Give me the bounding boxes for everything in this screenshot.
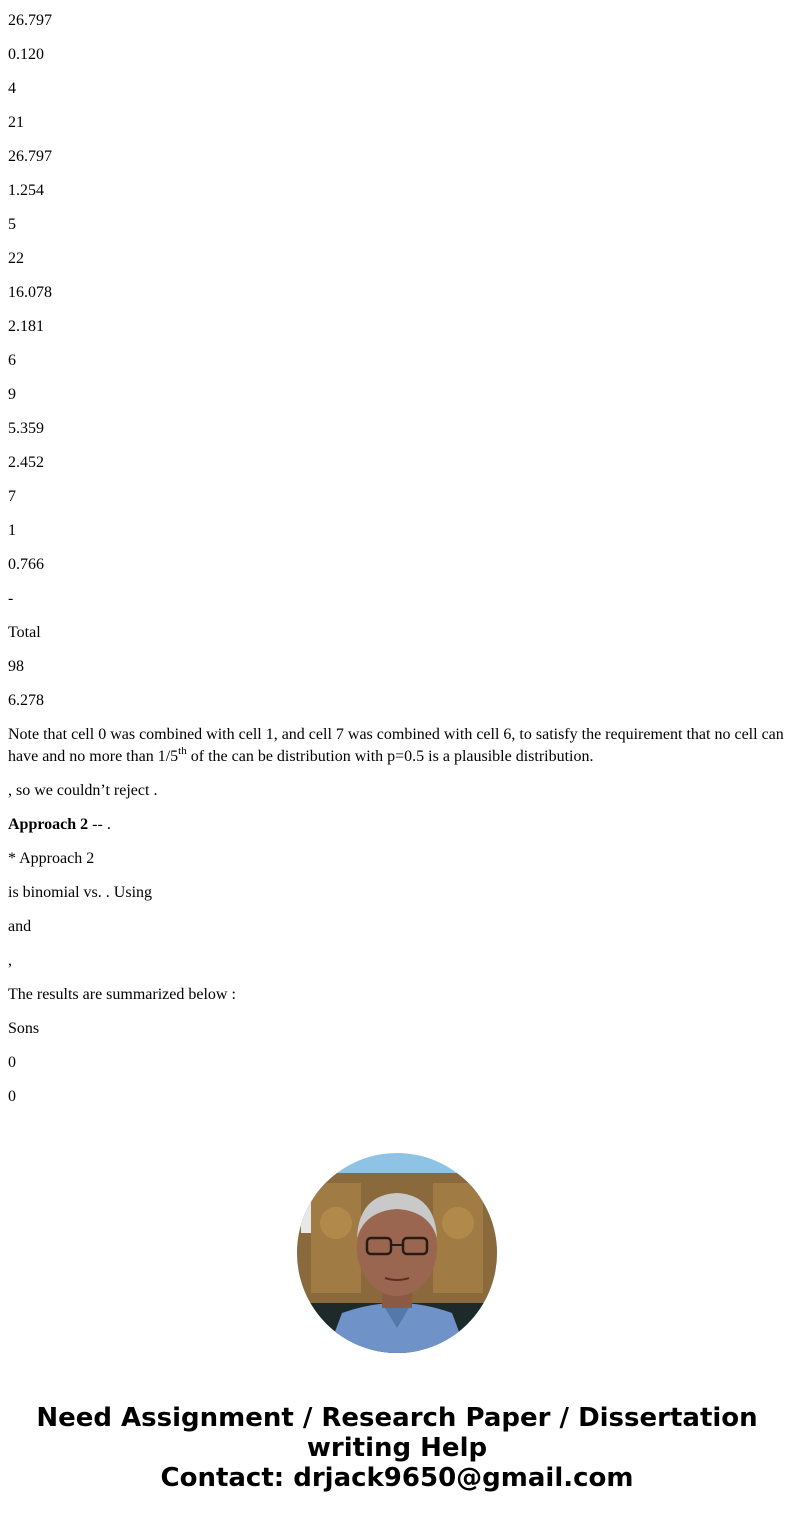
note-text: Note that cell 0 was combined with cell 1, and cell 7 was combined with cell 6, to satisfy the requirement that no cell can have and no more than 1/5 — [8, 726, 784, 765]
value-line: 6 — [8, 352, 16, 369]
banner-line-1: Need Assignment / Research Paper / Dissertation — [36, 1403, 758, 1433]
value-line: 26.797 — [8, 12, 52, 29]
avatar-portrait-image — [297, 1153, 497, 1353]
value-line: 0.766 — [8, 556, 44, 573]
and-line: and — [8, 918, 32, 935]
banner-line-2: writing Help — [306, 1433, 488, 1463]
table-cell: Sons — [8, 1020, 40, 1037]
table-cell: 0 — [8, 1054, 16, 1071]
value-line: - — [8, 590, 14, 607]
approach-heading-bold: Approach 2 — [8, 816, 89, 833]
value-line: 22 — [8, 250, 24, 267]
value-line: Total — [8, 624, 41, 641]
value-line: 98 — [8, 658, 24, 675]
value-line: 5.359 — [8, 420, 44, 437]
value-line: 5 — [8, 216, 16, 233]
table-cell: 0 — [8, 1088, 16, 1105]
value-line: 2.452 — [8, 454, 44, 471]
value-line: 16.078 — [8, 284, 52, 301]
summary-line: The results are summarized below : — [8, 986, 236, 1003]
note-paragraph — [8, 724, 786, 768]
approach-heading-rest: -- . — [88, 816, 111, 833]
value-line: 6.278 — [8, 692, 44, 709]
approach-heading — [8, 814, 111, 836]
banner-contact-line: Contact: drjack9650@gmail.com — [160, 1463, 634, 1493]
value-line: 21 — [8, 114, 24, 131]
approach-star-line: * Approach 2 — [8, 850, 95, 867]
value-line: 0.120 — [8, 46, 44, 63]
value-line: 7 — [8, 488, 16, 505]
value-line: 26.797 — [8, 148, 52, 165]
value-line: 9 — [8, 386, 16, 403]
value-line: 2.181 — [8, 318, 44, 335]
binomial-line: is binomial vs. . Using — [8, 884, 153, 901]
comma-line: , — [8, 952, 12, 969]
value-line: 1.254 — [8, 182, 44, 199]
conclusion-line: , so we couldn’t reject . — [8, 782, 158, 799]
avatar — [297, 1153, 497, 1353]
note-superscript: th — [178, 744, 187, 757]
value-line: 1 — [8, 522, 16, 539]
note-text-continued: of the can be distribution with p=0.5 is a plausible distribution. — [186, 748, 594, 765]
help-banner — [0, 1403, 794, 1493]
value-line: 4 — [8, 80, 16, 97]
